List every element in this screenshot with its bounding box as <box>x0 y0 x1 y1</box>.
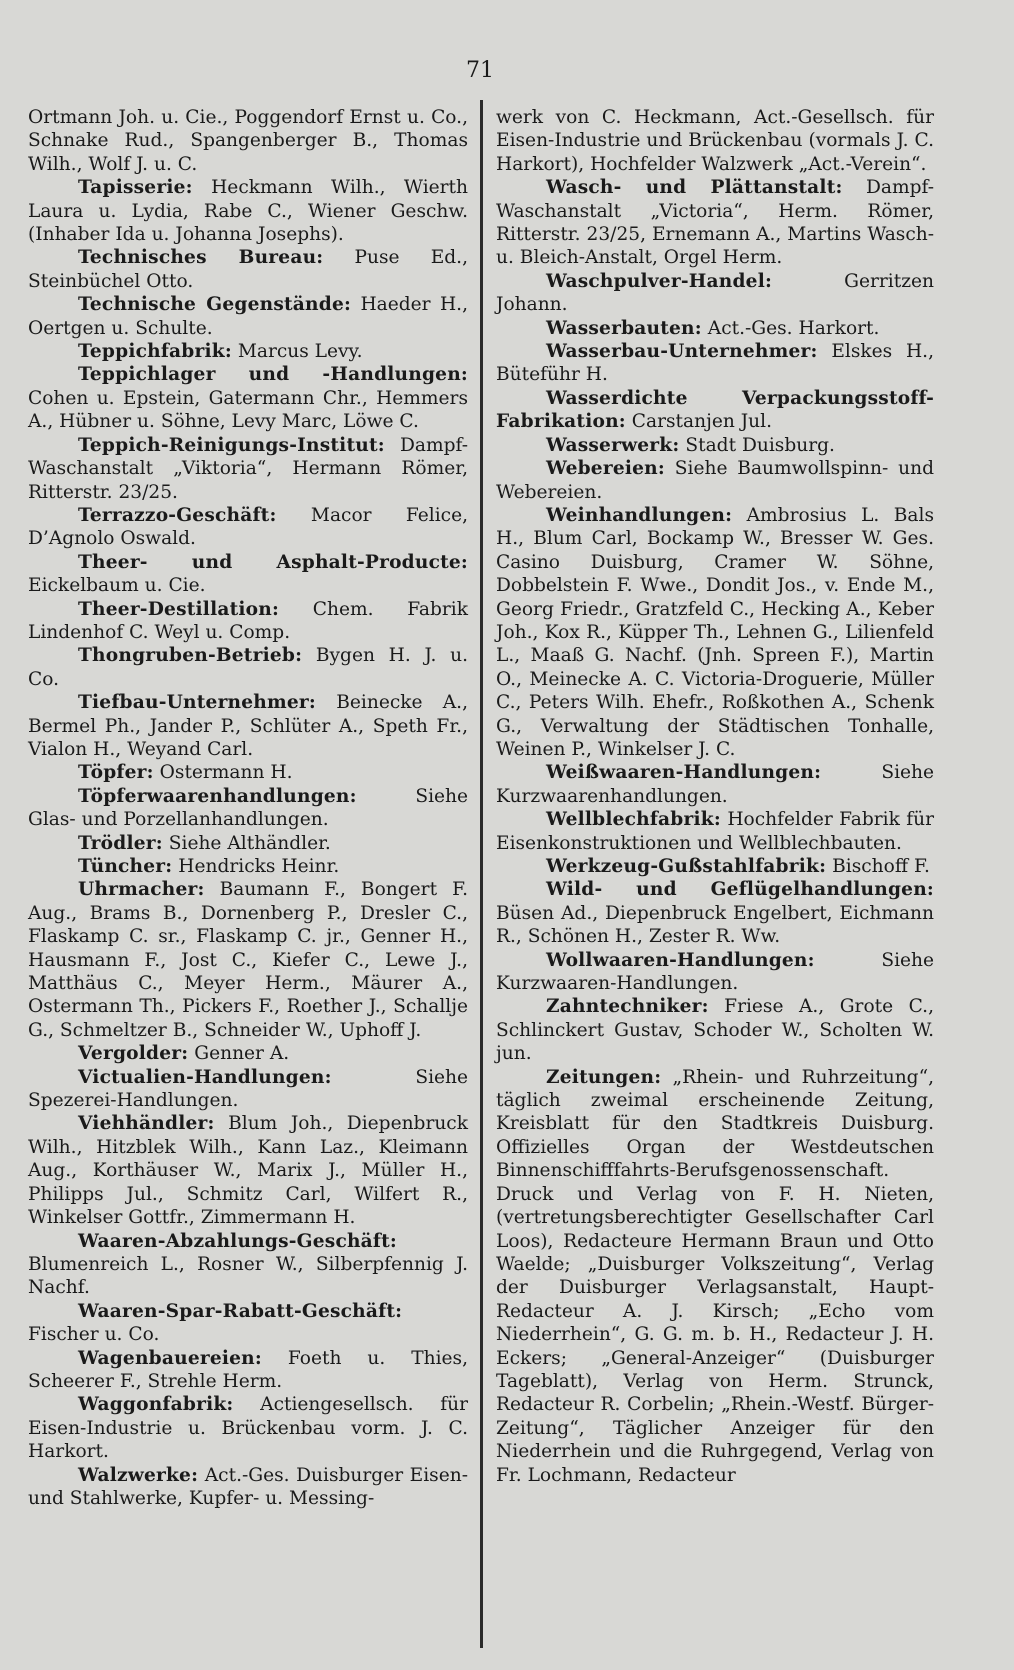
entry-category: Uhrmacher: <box>78 879 205 901</box>
right-column <box>496 106 934 1487</box>
entry-text: Chem. Fabrik Lindenhof C. Weyl u. Comp. <box>28 598 468 643</box>
directory-entry <box>496 434 934 457</box>
entry-category: Teppichfabrik: <box>78 341 232 363</box>
entry-text: Siehe Kurzwaarenhandlungen. <box>496 762 934 807</box>
directory-entry <box>28 246 468 293</box>
entry-category: Töpfer: <box>78 762 154 784</box>
directory-entry <box>28 598 468 645</box>
directory-entry <box>28 106 468 176</box>
entry-category: Technisches Bureau: <box>78 247 324 269</box>
directory-entry <box>28 1042 468 1065</box>
directory-entry <box>28 293 468 340</box>
directory-entry <box>28 855 468 878</box>
entry-text: Ostermann H. <box>159 762 293 784</box>
entry-category: Wasserwerk: <box>546 434 680 456</box>
directory-entry <box>28 363 468 433</box>
entry-text: Eickelbaum u. Cie. <box>28 575 206 597</box>
entry-category: Weißwaaren-Handlungen: <box>546 762 822 784</box>
directory-entry <box>28 340 468 363</box>
entry-text: Act.-Ges. Harkort. <box>707 317 880 339</box>
entry-category: Zahntechniker: <box>546 996 709 1018</box>
directory-entry <box>496 761 934 808</box>
entry-text: Siehe Kurzwaaren-Handlungen. <box>496 949 934 995</box>
entry-category: Wasch- und Plättanstalt: <box>546 177 843 199</box>
entry-category: Vergolder: <box>78 1043 189 1065</box>
entry-text: Ortmann Joh. u. Cie., Poggendorf Ernst u. Co., Schnake Rud., Spangenberger B., Thomas Wilh., Wolf J. u. C. <box>28 107 468 175</box>
entry-text: werk von C. Heckmann, Act.-Gesellsch. für Eisen-Industrie und Brückenbau (vormals J. C. Harkort), Hochfelder Walzwerk „Act.-Verein“. <box>496 107 934 175</box>
entry-text: Marcus Levy. <box>237 341 363 363</box>
entry-text: Friese A., Grote C., Schlinckert Gustav, Schoder W., Scholten W. jun. <box>496 996 934 1065</box>
entry-category: Töpferwaarenhandlungen: <box>78 785 357 807</box>
entry-text: Fischer u. Co. <box>28 1324 160 1346</box>
entry-text: Cohen u. Epstein, Gatermann Chr., Hemmers A., Hübner u. Söhne, Levy Marc, Löwe C. <box>28 387 468 433</box>
directory-entry <box>496 995 934 1065</box>
entry-text: Carstanjen Jul. <box>631 411 773 433</box>
entry-category: Theer- und Asphalt-Producte: <box>78 551 468 573</box>
directory-entry <box>28 1347 468 1394</box>
entry-text: Siehe Glas- und Porzellanhandlungen. <box>28 785 468 831</box>
entry-category: Victualien-Handlungen: <box>78 1066 332 1088</box>
directory-entry <box>28 761 468 784</box>
entry-category: Thongruben-Betrieb: <box>78 645 303 667</box>
entry-text: Act.-Ges. Duisburger Eisen- und Stahlwerke, Kupfer- u. Messing- <box>28 1464 468 1509</box>
entry-text: Hendricks Heinr. <box>178 856 340 877</box>
entry-category: Tiefbau-Unternehmer: <box>78 692 316 714</box>
entry-text: Foeth u. Thies, Scheerer F., Strehle Herm. <box>28 1347 468 1392</box>
left-column <box>28 106 468 1510</box>
entry-text: Stadt Duisburg. <box>685 434 835 456</box>
entry-text: Macor Felice, D’Agnolo Oswald. <box>28 504 468 550</box>
entry-category: Theer-Destillation: <box>78 598 280 620</box>
directory-entry <box>496 855 934 878</box>
directory-entry <box>28 691 468 761</box>
directory-entry <box>496 340 934 387</box>
entry-category: Weinhandlungen: <box>546 504 733 526</box>
entry-category: Waaren-Spar-Rabatt-Geschäft: <box>78 1300 403 1322</box>
directory-entry <box>496 949 934 996</box>
entry-category: Waschpulver-Handel: <box>546 270 773 292</box>
entry-category: Terrazzo-Geschäft: <box>78 504 277 526</box>
entry-category: Walzwerke: <box>78 1464 199 1486</box>
entry-text: Bygen H. J. u. Co. <box>28 645 468 690</box>
directory-entry <box>28 434 468 504</box>
entry-text: Heckmann Wilh., Wierth Laura u. Lydia, Rabe C., Wiener Geschw. (Inhaber Ida u. Johanna Josephs). <box>28 177 468 246</box>
entry-category: Zeitungen: <box>546 1066 662 1088</box>
directory-entry <box>496 457 934 504</box>
entry-text: Büsen Ad., Diepenbruck Engelbert, Eichmann R., Schönen H., Zester R. Ww. <box>496 902 934 948</box>
entry-text: Genner A. <box>194 1043 290 1065</box>
directory-entry <box>496 878 934 948</box>
entry-category: Wasserbau-Unternehmer: <box>546 341 818 363</box>
directory-entry <box>496 317 934 340</box>
entry-text: Haeder H., Oertgen u. Schulte. <box>28 294 468 339</box>
entry-category: Viehhändler: <box>78 1113 215 1135</box>
entry-text: Actiengesellsch. für Eisen-Industrie u. Brückenbau vorm. J. C. Harkort. <box>28 1394 468 1463</box>
directory-entry <box>28 1112 468 1229</box>
entry-text: Baumann F., Bongert F. Aug., Brams B., Dornenberg P., Dresler C., Flaskamp C. sr., Flaskamp C. jr., Genner H., Hausmann F., Jost C., Kiefer C., Lewe J., Matthäus C., Meyer Herm., Mäurer A., Ostermann Th., Pickers F., Roether J., Schallje G., Schmeltzer B., Schneider W., Uphoff J. <box>28 879 468 1041</box>
entry-category: Werkzeug-Gußstahlfabrik: <box>546 856 827 877</box>
entry-text: Gerritzen Johann. <box>496 270 934 316</box>
entry-text: Dampf-Waschanstalt „Victoria“, Herm. Römer, Ritterstr. 23/25, Ernemann A., Martins Wasch- u. Bleich-Anstalt, Orgel Herm. <box>496 177 934 269</box>
directory-entry <box>496 387 934 434</box>
directory-entry <box>28 878 468 1042</box>
entry-text: Blum Joh., Diepenbruck Wilh., Hitzblek Wilh., Kann Laz., Kleimann Aug., Korthäuser W., Marix J., Müller H., Philipps Jul., Schmitz Carl, Wilfert R., Winkelser Gottfr., Zimmermann H. <box>28 1113 468 1229</box>
directory-entry <box>28 551 468 598</box>
entry-text: Siehe Baumwollspinn- und Webereien. <box>496 458 934 503</box>
directory-entry <box>496 808 934 855</box>
directory-entry <box>496 176 934 270</box>
entry-text: Bischoff F. <box>832 856 930 877</box>
entry-text: Siehe Althändler. <box>168 832 331 854</box>
entry-category: Wagenbauereien: <box>78 1347 262 1369</box>
entry-category: Webereien: <box>546 458 665 480</box>
entry-category: Teppichlager und -Handlungen: <box>78 364 468 386</box>
directory-entry <box>28 1393 468 1463</box>
entry-category: Teppich-Reinigungs-Institut: <box>78 434 385 456</box>
entry-text: Hochfelder Fabrik für Eisenkonstruktionen und Wellblechbauten. <box>496 809 934 854</box>
directory-entry <box>28 1464 468 1511</box>
entry-category: Wellblechfabrik: <box>546 809 721 831</box>
entry-text: Dampf-Waschanstalt „Viktoria“, Hermann Römer, Ritterstr. 23/25. <box>28 434 468 503</box>
directory-entry <box>28 832 468 855</box>
directory-entry <box>28 176 468 246</box>
entry-text: Ambrosius L. Bals H., Blum Carl, Bockamp W., Bresser W. Ges. Casino Duisburg, Cramer W. Söhne, Dobbelstein F. Wwe., Dondit Jos., v. Ende M., Georg Friedr., Gratzfeld C., Hecking A., Keber Joh., Kox R., Küpper Th., Lehnen G., Lilienfeld L., Maaß G. Nachf. (Jnh. Spreen F.), Martin O., Meinecke A. C. Victoria-Droguerie, Müller C., Peters Wilh. Ehefr., Roßkothen A., Schenk G., Verwaltung der Städtischen Tonhalle, Weinen P., Winkelser J. C. <box>496 504 934 760</box>
page-number: 71 <box>466 58 494 83</box>
directory-entry <box>496 270 934 317</box>
directory-entry <box>28 785 468 832</box>
directory-entry <box>28 644 468 691</box>
entry-text: Beinecke A., Bermel Ph., Jander P., Schlüter A., Speth Fr., Vialon H., Weyand Carl. <box>28 692 468 760</box>
directory-entry <box>28 1066 468 1113</box>
entry-text: Elskes H., Büteführ H. <box>496 341 934 386</box>
entry-category: Wild- und Geflügelhandlungen: <box>546 879 934 901</box>
entry-category: Tapisserie: <box>78 177 193 199</box>
directory-entry <box>496 106 934 176</box>
directory-entry <box>496 1066 934 1487</box>
entry-category: Waggonfabrik: <box>78 1394 234 1416</box>
directory-entry <box>28 1300 468 1347</box>
entry-text: Puse Ed., Steinbüchel Otto. <box>28 247 468 292</box>
entry-category: Wasserdichte Verpackungsstoff-Fabrikation: <box>496 387 934 433</box>
directory-entry <box>28 504 468 551</box>
entry-category: Wasserbauten: <box>546 317 702 339</box>
entry-category: Trödler: <box>78 832 163 854</box>
entry-category: Waaren-Abzahlungs-Geschäft: <box>78 1230 397 1252</box>
entry-category: Wollwaaren-Handlungen: <box>546 949 815 971</box>
directory-entry <box>28 1230 468 1300</box>
entry-category: Technische Gegenstände: <box>78 294 352 316</box>
column-divider <box>480 100 483 1648</box>
directory-entry <box>496 504 934 761</box>
entry-text: Blumenreich L., Rosner W., Silberpfennig J. Nachf. <box>28 1253 468 1299</box>
entry-text: Siehe Spezerei-Handlungen. <box>28 1066 468 1112</box>
entry-category: Tüncher: <box>78 856 173 877</box>
entry-text: „Rhein- und Ruhrzeitung“, täglich zweimal erscheinende Zeitung, Kreisblatt für den Stadtkreis Duisburg. Offizielles Organ der Westdeutschen Binnenschifffahrts-Berufsgenossenschaft. Druck und Verlag von F. H. Nieten, (vertretungsberechtigter Gesellschafter Carl Loos), Redacteure Hermann Braun und Otto Waelde; „Duisburger Volkszeitung“, Verlag der Duisburger Verlagsanstalt, Haupt-Redacteur A. J. Kirsch; „Echo vom Niederrhein“, G. G. m. b. H., Redacteur J. H. Eckers; „General-Anzeiger“ (Duisburger Tageblatt), Verlag von Herm. Strunck, Redacteur R. Corbelin; „Rhein.-Westf. Bürger-Zeitung“, Täglicher Anzeiger für den Niederrhein und die Ruhrgegend, Verlag von Fr. Lochmann, Redacteur <box>496 1066 934 1486</box>
